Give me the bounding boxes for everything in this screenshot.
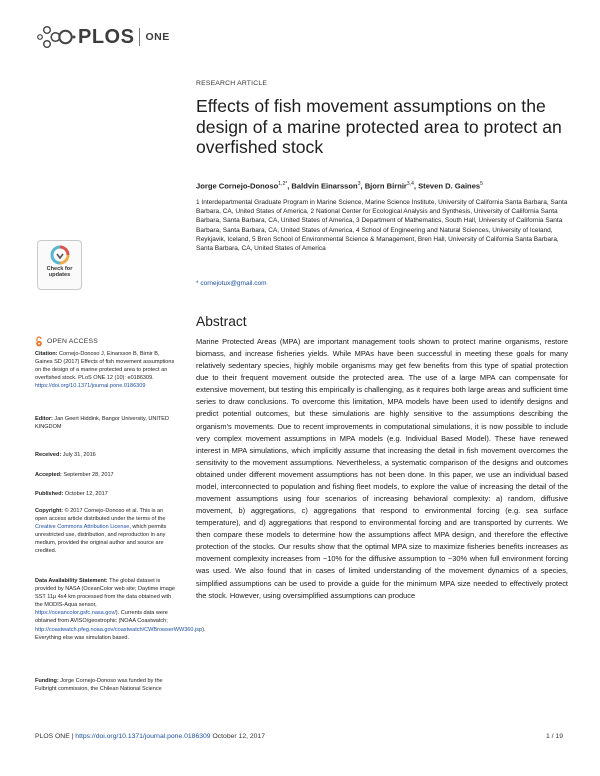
license-link[interactable]: Creative Commons Attribution License	[35, 524, 130, 531]
page-number: 1 / 19	[546, 733, 564, 740]
corresponding-email-link[interactable]: * cornejotux@gmail.com	[196, 280, 267, 287]
author-list: Jorge Cornejo-Donoso$^{1,2*}$, Baldvin Einarsson$^3$, Bjorn Birnir$^{3,4}$, Steven D. Gaines$^5$	[196, 181, 483, 191]
check-for-updates-badge[interactable]	[37, 240, 82, 290]
author-name: Baldvin Einarsson	[291, 181, 358, 191]
data-availability-block: Data Availability Statement: The global dataset is provided by NASA (OceanColor web site; Daytime image SST 11μ 4x4 km processed from the data obtained with the MODIS-Aqua sensor, https://oceancolor.gsfc.nasa.gov/). Currents data were obtained from AVISO/geostrophic (NOAA Coastwatch; http://coastwatch.pfeg.noaa.gov/coastwatch/CWBrowserWW360.jsp). Everything else was simulation based.	[35, 578, 206, 641]
copyright-block: Copyright: © 2017 Cornejo-Donoso et al. This is an open access article distributed under the terms of the Creative Commons Attribution License, which permits unrestricted use, distribution, and reproduction in any medium, provided the original author and source are credited.	[35, 508, 167, 555]
page-footer: PLOS ONE | https://doi.org/10.1371/journal.pone.0186309 October 12, 2017	[35, 733, 266, 740]
coastwatch-link[interactable]: http://coastwatch.pfeg.noaa.gov/coastwatch/CWBrowserWW360.jsp	[35, 626, 203, 633]
accepted-date: Accepted: September 28, 2017	[35, 472, 114, 478]
logo-divider	[139, 28, 140, 46]
author-name: Bjorn Birnir	[364, 181, 407, 191]
funding-block: Funding: Jorge Cornejo-Donoso was funded by the Fulbright commission, the Chilean National Science	[35, 678, 163, 693]
affiliations: 1 Interdepartmental Graduate Program in Marine Science, Marine Science Institute, University of California Santa Barbara, Santa Barbara, CA, United States of America, 2 National Center for Ecological Analysis and Synthesis, University of California Santa Barbara, Santa Barbara, CA, United States of America, 3 Department of Mathematics, South Hall, University of California Santa Barbara, Santa Barbara, CA, United States of America, 4 School of Engineering and Natural Sciences, University of Iceland, Reykjavik, Iceland, 5 Bren School of Environmental Science & Management, Bren Hall, University of California Santa Barbara, Santa Barbara, CA, United States of America	[196, 199, 568, 253]
check-updates-label: Check for updates	[46, 266, 73, 279]
citation-doi-link[interactable]: https://doi.org/10.1371/journal.pone.0186309	[35, 383, 146, 390]
abstract-text: Marine Protected Areas (MPA) are important management tools shown to protect marine organisms, restore biomass, and increase fisheries yields. While MPAs have been successful in meeting these goals for many relatively sedentary species, highly mobile organisms may get few benefits from this type of spatial protection due to their frequent movement outside the protected area. The use of a large MPA can compensate for extensive movement, but testing this empirically is challenging, as it requires both large areas and sufficient time series to draw conclusions. To overcome this limitation, MPA models have been used to identify designs and predict potential outcomes, but these simulations are highly sensitive to the assumptions describing the organism's movements. Due to recent improvements in computational simulations, it is now possible to include very complex movement assumptions in MPA models (e.g. Individual Based Model). These have renewed interest in MPA simulations, which implicitly assume that increasing the detail in fish movement overcomes the sensitivity to the movement assumptions. Nevertheless, a systematic comparison of the designs and outcomes obtained under different movement assumptions has not been done. In this paper, we use an individual based model, interconnected to population and fishing fleet models, to explore the value of increasing the detail of the movement assumptions using four scenarios of increasing behavioral complexity: a) random, diffusive movement, b) aggregations, c) aggregations that respond to environmental forcing (e.g. sea surface temperature), and d) aggregations that respond to environmental forcing and are transported by currents. We then compare these models to determine how the assumptions affect MPA design, and therefore the effective protection of the stocks. Our results show that the optimal MPA size to maximize fisheries benefits increases as movement complexity increases from ~10% for the diffusive assumption to ~30% when full environment forcing was used. We also found that in cases of limited understanding of the movement dynamics of a species, simplified assumptions can be used to provide a guide for the minimum MPA size needed to effectively protect the stock. However, using oversimplified assumptions can produce	[196, 337, 568, 600]
plos-one-logo	[36, 24, 170, 50]
oceancolor-link[interactable]: https://oceancolor.gsfc.nasa.gov/	[35, 610, 116, 617]
journal-name: ONE	[145, 31, 170, 43]
journal-logo-text: PLOS	[78, 25, 135, 48]
article-title: Effects of fish movement assumptions on the design of a marine protected area to protect an overfished stock	[196, 96, 562, 157]
published-date: Published: October 12, 2017	[35, 491, 108, 497]
check-updates-icon	[50, 245, 70, 265]
footer-doi-link[interactable]: https://doi.org/10.1371/journal.pone.0186309	[75, 733, 211, 740]
article-type: RESEARCH ARTICLE	[196, 80, 268, 87]
open-lock-icon	[35, 336, 43, 347]
author-name: Steven D. Gaines	[418, 181, 481, 191]
open-access-label: OPEN ACCESS	[35, 336, 98, 347]
received-date: Received: July 31, 2016	[35, 452, 96, 458]
citation-block: Citation: Cornejo-Donoso J, Einarsson B, Birnir B, Gaines SD (2017) Effects of fish movement assumptions on the design of a marine protected area to protect an overfished stock. PLoS ONE 12 (10): e0186309. https://doi.org/10.1371/journal.pone.0186309	[35, 351, 175, 390]
plos-molecule-icon	[36, 24, 76, 50]
abstract-heading: Abstract	[196, 314, 247, 329]
author-name: Jorge Cornejo-Donoso	[196, 181, 279, 191]
editor-block: Editor: Jan Geert Hiddink, Bangor University, UNITED KINGDOM	[35, 416, 169, 431]
